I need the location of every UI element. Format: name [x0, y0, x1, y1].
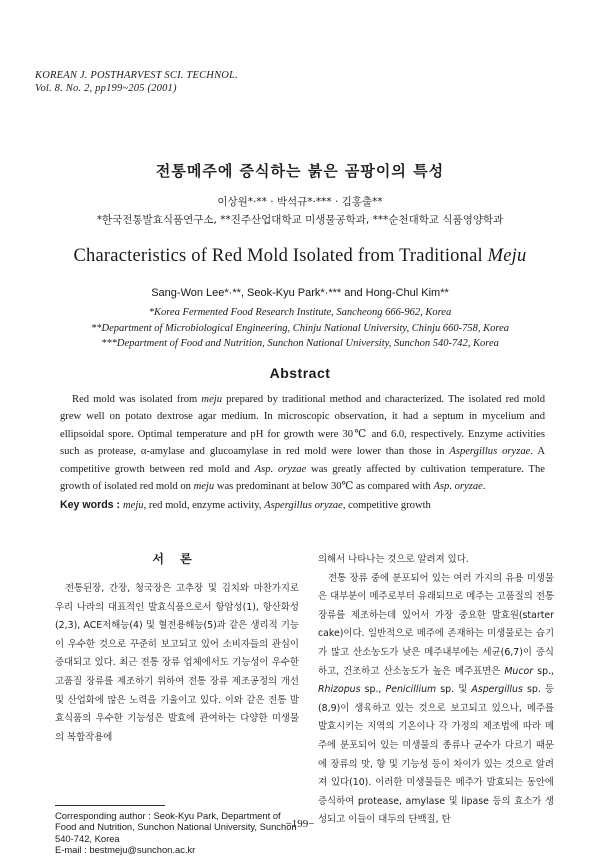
title-korean: 전통메주에 증식하는 붉은 곰팡이의 특성: [155, 162, 445, 180]
abstract-seg: Red mold was isolated from: [72, 394, 202, 405]
abstract-seg: was greatly affected by cultivation temperature. The growth of isolated red mold on: [60, 463, 545, 493]
affiliations-english: [0, 305, 600, 352]
right-column: [318, 551, 554, 830]
title-english-main: Characteristics of Red Mold Isolated from Traditional: [73, 246, 488, 266]
abstract-italic: meju: [201, 394, 223, 405]
abstract-seg: was predominant at below 30℃ as compared with: [214, 481, 434, 493]
keyword-seg: , red mold, enzyme activity,: [143, 500, 265, 511]
corresponding-email: E-mail : bestmeju@sunchon.ac.kr: [55, 844, 196, 856]
title-english-italic: Meju: [487, 246, 527, 266]
keywords-label: Key words :: [60, 499, 123, 511]
right-seg: 전통 장류 중에 분포되어 있는 여러 가지의 유용 미생물은 대부분이 메주로부터 유래되므로 메주는 고품질의 전통 장류를 제조하는데 있어서 가장 중요한 발효원(starter cake)이다. 일반적으로 메주에 존재하는 미생물로는 습기가 많고 산소농도가 낮은 메주내부에는 세균(6,7)이 증식하고, 건조하고 산소농도가 높은 메주표면은: [318, 572, 554, 677]
affiliation-3: ***Department of Food and Nutrition, Sunchon National University, Sunchon 540-742, Korea: [101, 338, 499, 349]
abstract-italic: Aspergillus oryzae: [449, 446, 531, 458]
section-title-introduction: 서 론: [152, 552, 198, 566]
abstract-italic: Asp. oryzae: [433, 481, 483, 493]
keyword-italic: meju: [123, 500, 144, 511]
abstract-italic: Asp. oryzae: [254, 463, 307, 475]
abstract-seg: .: [482, 481, 486, 493]
right-paragraph-0: 의해서 나타나는 것으로 알려져 있다.: [318, 554, 469, 565]
keyword-seg: , competitive growth: [342, 500, 431, 511]
affiliation-2: **Department of Microbiological Engineering, Chinju National University, Chinju 660-758, Korea: [90, 322, 510, 334]
authors-english: Sang-Won Lee*·**, Seok-Kyu Park*·*** and Hong-Chul Kim**: [151, 287, 449, 299]
abstract-seg: . A competitive growth between red mold and: [60, 446, 545, 475]
left-column: [55, 580, 299, 747]
abstract-text: [60, 391, 545, 495]
right-seg: sp. 및: [436, 684, 472, 696]
affiliation-1: *Korea Fermented Food Research Institute, Sancheong 666-962, Korea: [148, 307, 452, 318]
abstract-italic: meju: [193, 481, 215, 493]
journal-header: [35, 69, 238, 95]
right-italic: Penicillium: [385, 684, 437, 696]
right-italic: Rhizopus: [318, 684, 361, 696]
footnote-divider: [55, 805, 165, 806]
right-seg: sp.,: [360, 684, 386, 696]
authors-korean: 이상원*·** · 박석규*·*** · 김홍출**: [217, 196, 383, 208]
abstract-seg: prepared by traditional method and characterized. The isolated red mold grew well on potato dextrose agar medium. In microscopic observation, it had a septum in mycelium and ellipsoidal spore. Optimal temperature and pH for growth were 30℃ and 6.0, respectively. Enzyme activities such as protease, α-amylase and glucoamylase in red mold were lower than those in: [60, 394, 546, 458]
right-italic: Mucor: [504, 665, 534, 677]
title-english: [0, 246, 600, 267]
journal-name: KOREAN J. POSTHARVEST SCI. TECHNOL.: [35, 70, 238, 81]
abstract-heading: Abstract: [269, 365, 331, 381]
left-paragraph-1: 전통된장, 간장, 청국장은 고추장 및 김치와 마찬가지로 우리 나라의 대표적인 발효식품으로서 항암성(1), 항산화성(2,3), ACE저해능(4) 및 혈전용해능(5)과 같은 생리적 기능이 우수한 것으로 꾸준히 보고되고 있어 소비자들의 관심이 증대되고 있다. 최근 전통 장류 업체에서도 기능성이 우수한 고품질 장류를 제조하기 위하여 전통 장류 제조공정의 개선 및 산업화에 많은 노력을 기울이고 있다. 이와 같은 전통 발효식품의 우수한 기능성은 발효에 관여하는 다양한 미생물의 복합작용에: [55, 583, 299, 743]
affiliations-korean: *한국전통발효식품연구소, **진주산업대학교 미생물공학과, ***순천대학교 식품영양학과: [96, 214, 504, 226]
keyword-italic: Aspergillus oryzae: [264, 500, 343, 511]
page-number: −199−: [285, 818, 315, 830]
right-paragraph-1: [318, 570, 554, 830]
corresponding-author-line: Corresponding author : Seok-Kyu Park, Department of Food and Nutrition, Sunchon National University, Sunchon 540-742, Korea: [55, 810, 297, 844]
right-seg: sp.,: [533, 665, 554, 677]
right-italic: Aspergillus: [471, 684, 523, 696]
right-seg: sp. 등(8,9)이 생육하고 있는 것으로 보고되고 있으나, 메주를 발효시키는 지역의 기온이나 각 가정의 제조법에 따라 메주에 분포되어 있는 미생물의 종류나 균수가 다르기 때문에 장류의 맛, 향 및 기능성 등이 차이가 있는 것으로 알려져 있다(10). 이러한 미생물들은 메주가 발효되는 동안에 증식하여 protease, amylase 및 lipase 등의 효소가 생성되고 이들이 대두의 단백질, 탄: [318, 684, 554, 826]
corresponding-author: [55, 810, 300, 856]
keywords: [60, 499, 545, 511]
journal-issue: Vol. 8. No. 2, pp199~205 (2001): [35, 83, 177, 94]
